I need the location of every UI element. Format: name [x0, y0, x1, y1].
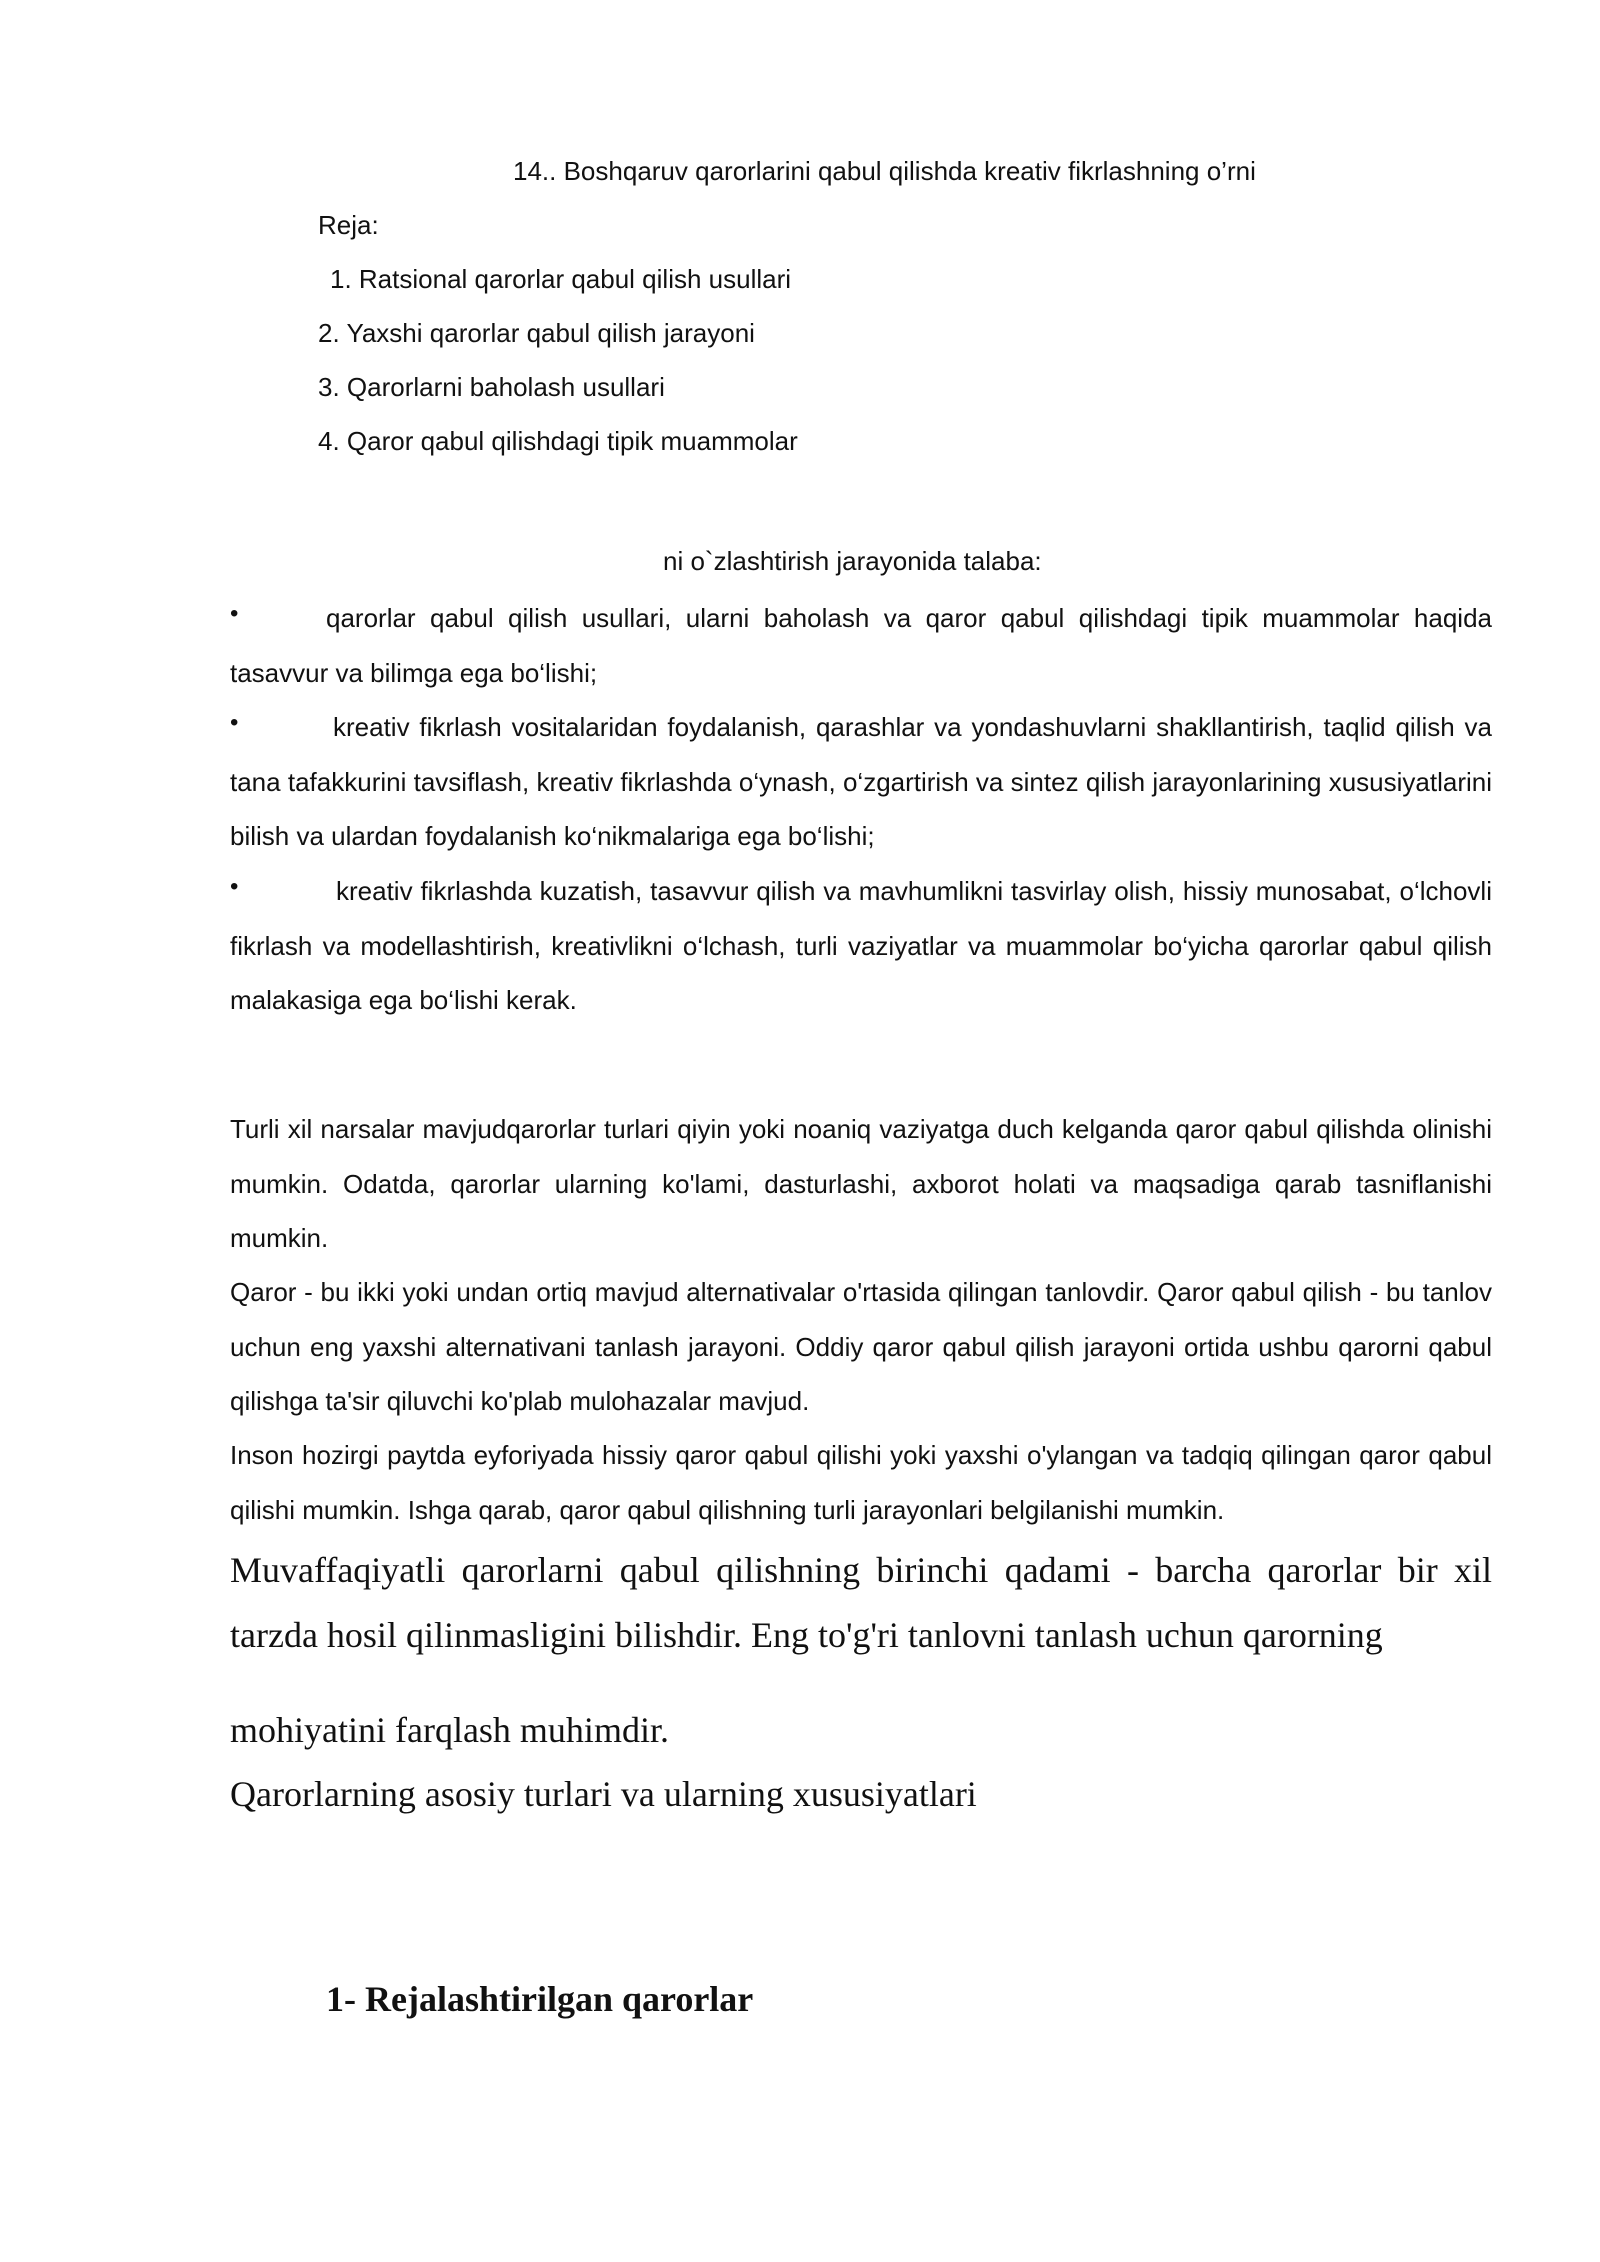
goal-item: kreativ fikrlashda kuzatish, tasavvur qilish va mavhumlikni tasvirlay olish, hissiy munosabat, o‘lchovli fikrlash va modellashtirish, kreativlikni o‘lchash, turli vaziyatlar va muammolar bo‘yicha qarorlar qabul qilish malakasiga ega bo‘lishi kerak.	[230, 876, 1492, 1015]
plan-item: 1. Ratsional qarorlar qabul qilish usullari	[330, 264, 792, 294]
bullet-icon: •	[230, 600, 239, 627]
serif-paragraph: Muvaffaqiyatli qarorlarni qabul qilishning birinchi qadami - barcha qarorlar bir xil tarzda hosil qilinmasligini bilishdir. Eng to'g'ri tanlovni tanlash uchun qarorning	[230, 1550, 1492, 1655]
goals-intro: ni o`zlashtirish jarayonida talaba:	[663, 546, 1042, 576]
body-paragraph: Qaror - bu ikki yoki undan ortiq mavjud alternativalar o'rtasida qilingan tanlovdir. Qaror qabul qilish - bu tanlov uchun eng yaxshi alternativani tanlash jarayoni. Oddiy qaror qabul qilish jarayoni ortida ushbu qarorni qabul qilishga ta'sir qiluvchi ko'plab mulohazalar mavjud.	[230, 1277, 1492, 1416]
bullet-icon: •	[230, 709, 239, 736]
plan-item: 4. Qaror qabul qilishdagi tipik muammolar	[318, 426, 798, 456]
goal-item: qarorlar qabul qilish usullari, ularni baholash va qaror qabul qilishdagi tipik muammolar haqida tasavvur va bilimga ega bo‘lishi;	[230, 603, 1492, 688]
plan-item: 2. Yaxshi qarorlar qabul qilish jarayoni	[318, 318, 755, 348]
subtitle: Qarorlarning asosiy turlari va ularning xususiyatlari	[230, 1774, 977, 1814]
bullet-icon: •	[230, 873, 239, 900]
plan-item: 3. Qarorlarni baholash usullari	[318, 372, 665, 402]
body-paragraph: Turli xil narsalar mavjudqarorlar turlari qiyin yoki noaniq vaziyatga duch kelganda qaror qabul qilishda olinishi mumkin. Odatda, qarorlar ularning ko'lami, dasturlashi, axborot holati va maqsadiga qarab tasniflanishi mumkin.	[230, 1114, 1492, 1253]
serif-paragraph-tail: mohiyatini farqlash muhimdir.	[230, 1710, 669, 1750]
section-heading: 1- Rejalashtirilgan qarorlar	[326, 1979, 754, 2019]
plan-label: Reja:	[318, 210, 379, 240]
goal-item: kreativ fikrlash vositalaridan foydalanish, qarashlar va yondashuvlarni shakllantirish, taqlid qilish va tana tafakkurini tavsiflash, kreativ fikrlashda o‘ynash, o‘zgartirish va sintez qilish jarayonlarining xususiyatlarini bilish va ulardan foydalanish ko‘nikmalariga ega bo‘lishi;	[230, 712, 1492, 851]
document-title: 14.. Boshqaruv qarorlarini qabul qilishda kreativ fikrlashning o’rni	[513, 156, 1256, 186]
body-paragraph: Inson hozirgi paytda eyforiyada hissiy qaror qabul qilishi yoki yaxshi o'ylangan va tadqiq qilingan qaror qabul qilishi mumkin. Ishga qarab, qaror qabul qilishning turli jarayonlari belgilanishi mumkin.	[230, 1440, 1492, 1525]
